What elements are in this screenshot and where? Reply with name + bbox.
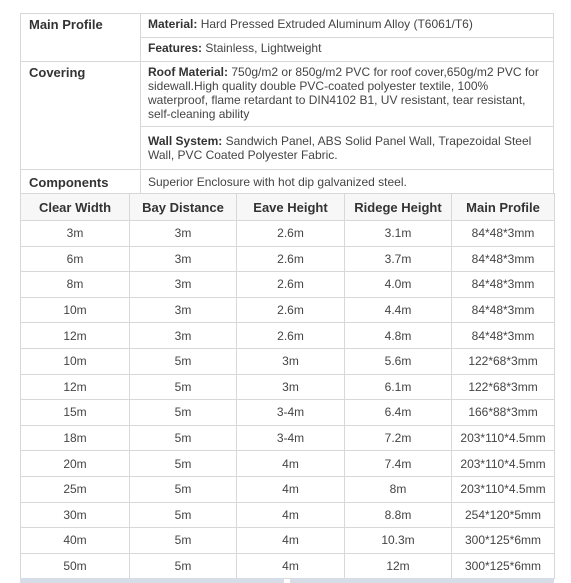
table-cell: 3.1m xyxy=(345,221,452,247)
table-cell: 2.6m xyxy=(237,272,345,298)
table-row xyxy=(21,246,555,272)
spec-table xyxy=(20,13,554,196)
table-cell: 4.8m xyxy=(345,323,452,349)
table-cell: 2.6m xyxy=(237,221,345,247)
table-row xyxy=(21,297,555,323)
bottom-divider-right xyxy=(290,578,554,583)
column-header: Clear Width xyxy=(21,194,130,221)
table-cell: 4.4m xyxy=(345,297,452,323)
table-row xyxy=(21,400,555,426)
table-cell: 40m xyxy=(21,528,130,554)
table-header-row xyxy=(21,194,555,221)
table-cell: 5m xyxy=(130,348,237,374)
spec-row-main-profile-material xyxy=(21,14,554,38)
table-cell: 3-4m xyxy=(237,400,345,426)
table-cell: 300*125*6mm xyxy=(452,553,555,579)
table-cell: 84*48*3mm xyxy=(452,221,555,247)
table-cell: 300*125*6mm xyxy=(452,528,555,554)
table-cell: 12m xyxy=(21,323,130,349)
dimensions-table xyxy=(20,193,555,579)
features-label: Features: xyxy=(148,41,203,55)
table-cell: 5m xyxy=(130,451,237,477)
column-header: Ridege Height xyxy=(345,194,452,221)
table-cell: 2.6m xyxy=(237,323,345,349)
table-body xyxy=(21,221,555,579)
table-cell: 84*48*3mm xyxy=(452,323,555,349)
table-cell: 203*110*4.5mm xyxy=(452,425,555,451)
table-cell: 203*110*4.5mm xyxy=(452,451,555,477)
table-cell: 6.1m xyxy=(345,374,452,400)
table-row xyxy=(21,272,555,298)
table-cell: 20m xyxy=(21,451,130,477)
table-row xyxy=(21,528,555,554)
table-cell: 50m xyxy=(21,553,130,579)
table-cell: 5m xyxy=(130,374,237,400)
column-header: Eave Height xyxy=(237,194,345,221)
table-cell: 4m xyxy=(237,528,345,554)
table-row xyxy=(21,451,555,477)
wall-label: Wall System: xyxy=(148,134,223,148)
spec-label-covering: Covering xyxy=(21,62,141,170)
spec-value-components: Superior Enclosure with hot dip galvanized steel. xyxy=(141,170,554,196)
spec-value-material xyxy=(141,14,554,38)
table-cell: 122*68*3mm xyxy=(452,348,555,374)
column-header: Main Profile xyxy=(452,194,555,221)
table-cell: 4m xyxy=(237,553,345,579)
table-cell: 10m xyxy=(21,348,130,374)
table-cell: 3m xyxy=(130,297,237,323)
column-header: Bay Distance xyxy=(130,194,237,221)
table-cell: 203*110*4.5mm xyxy=(452,476,555,502)
spec-row-components xyxy=(21,170,554,196)
table-cell: 30m xyxy=(21,502,130,528)
table-cell: 3.7m xyxy=(345,246,452,272)
table-cell: 4m xyxy=(237,502,345,528)
material-label: Material: xyxy=(148,17,198,31)
bottom-divider-left xyxy=(20,578,284,583)
table-cell: 25m xyxy=(21,476,130,502)
table-cell: 5m xyxy=(130,425,237,451)
roof-label: Roof Material: xyxy=(148,65,229,79)
table-row xyxy=(21,374,555,400)
table-cell: 2.6m xyxy=(237,297,345,323)
material-value: Hard Pressed Extruded Aluminum Alloy (T6061/T6) xyxy=(200,17,473,31)
table-row xyxy=(21,425,555,451)
table-cell: 3m xyxy=(237,374,345,400)
bottom-divider xyxy=(20,578,554,583)
table-cell: 84*48*3mm xyxy=(452,246,555,272)
spec-label-main-profile: Main Profile xyxy=(21,14,141,62)
table-cell: 12m xyxy=(21,374,130,400)
table-row xyxy=(21,323,555,349)
table-cell: 3-4m xyxy=(237,425,345,451)
table-cell: 10.3m xyxy=(345,528,452,554)
table-cell: 166*88*3mm xyxy=(452,400,555,426)
table-cell: 5.6m xyxy=(345,348,452,374)
spec-value-roof xyxy=(141,62,554,127)
table-cell: 6m xyxy=(21,246,130,272)
table-cell: 6.4m xyxy=(345,400,452,426)
table-cell: 12m xyxy=(345,553,452,579)
table-cell: 84*48*3mm xyxy=(452,272,555,298)
table-cell: 3m xyxy=(130,323,237,349)
table-cell: 4.0m xyxy=(345,272,452,298)
table-cell: 4m xyxy=(237,451,345,477)
table-cell: 5m xyxy=(130,502,237,528)
table-cell: 10m xyxy=(21,297,130,323)
features-value: Stainless, Lightweight xyxy=(205,41,322,55)
table-cell: 5m xyxy=(130,400,237,426)
table-cell: 5m xyxy=(130,553,237,579)
table-cell: 3m xyxy=(130,272,237,298)
table-row xyxy=(21,502,555,528)
table-cell: 3m xyxy=(21,221,130,247)
table-cell: 18m xyxy=(21,425,130,451)
table-cell: 15m xyxy=(21,400,130,426)
table-cell: 5m xyxy=(130,528,237,554)
spec-row-covering-roof xyxy=(21,62,554,127)
roof-value: 750g/m2 or 850g/m2 PVC for roof cover,650g/m2 PVC for sidewall.High quality double PVC-coated polyester textile, 100% waterproof, flame retardant to DIN4102 B1, UV resistant, tear resistant, self-cleaning ability xyxy=(148,65,539,121)
table-cell: 2.6m xyxy=(237,246,345,272)
wall-value: Sandwich Panel, ABS Solid Panel Wall, Trapezoidal Steel Wall, PVC Coated Polyester Fabric. xyxy=(148,134,532,162)
table-cell: 8m xyxy=(345,476,452,502)
spec-label-components: Components xyxy=(21,170,141,196)
table-cell: 7.4m xyxy=(345,451,452,477)
table-cell: 3m xyxy=(130,221,237,247)
spec-value-features xyxy=(141,38,554,62)
table-row xyxy=(21,348,555,374)
spec-value-wall xyxy=(141,127,554,170)
table-cell: 8.8m xyxy=(345,502,452,528)
table-cell: 8m xyxy=(21,272,130,298)
table-cell: 5m xyxy=(130,476,237,502)
table-cell: 7.2m xyxy=(345,425,452,451)
table-cell: 122*68*3mm xyxy=(452,374,555,400)
table-cell: 3m xyxy=(130,246,237,272)
table-cell: 84*48*3mm xyxy=(452,297,555,323)
table-row xyxy=(21,221,555,247)
table-cell: 4m xyxy=(237,476,345,502)
table-row xyxy=(21,553,555,579)
table-cell: 3m xyxy=(237,348,345,374)
table-row xyxy=(21,476,555,502)
table-cell: 254*120*5mm xyxy=(452,502,555,528)
